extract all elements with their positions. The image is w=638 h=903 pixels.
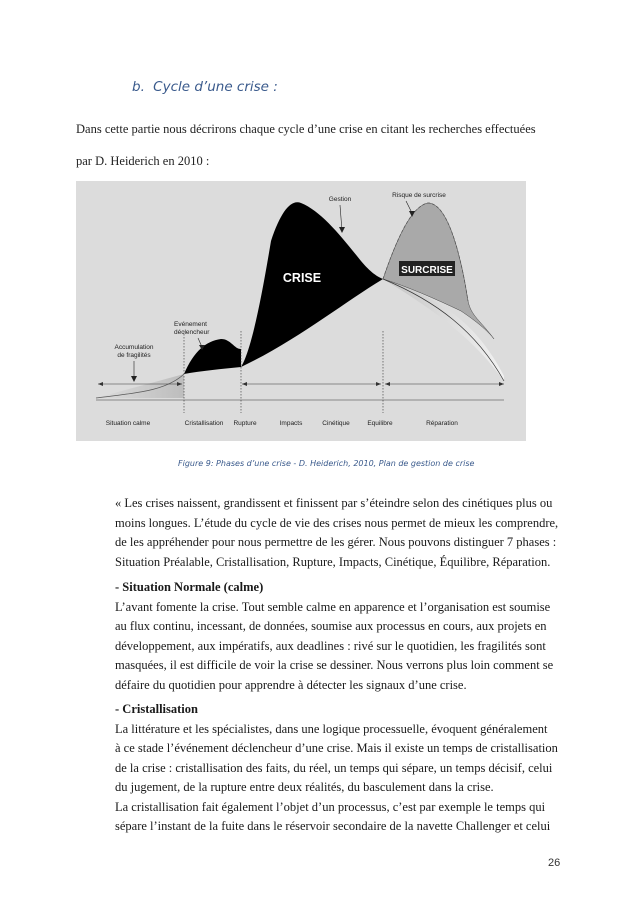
body-line: à ce stade l’événement déclencheur d’une crise. Mais il existe un temps de cristallisation [115, 741, 558, 755]
phase-label: Cinétique [322, 420, 350, 427]
situation-normale-heading: - Situation Normale (calme) [115, 580, 264, 594]
cristallisation-section [115, 700, 563, 837]
body-line: La littérature et les spécialistes, dans une logique processuelle, évoquent généralement [115, 721, 548, 736]
body-line: L’avant fomente la crise. Tout semble calme en apparence et l’organisation est soumise [115, 599, 551, 614]
phase-label: Rupture [233, 420, 257, 427]
body-line: du jugement, de la rupture entre deux réalités, du basculement dans la crise. [115, 780, 494, 794]
crise-label: CRISE [282, 271, 322, 285]
intro-line-1: Dans cette partie nous décrirons chaque cycle d’une crise en citant les recherches effectuées [76, 122, 536, 136]
crisis-cycle-diagram [76, 181, 526, 441]
phase-label: Equilibre [367, 420, 393, 427]
situation-normale-section [115, 578, 563, 695]
accumulation-label-1: Accumulation [114, 344, 154, 351]
body-line: défaire du quotidien pour apprendre à détecter les signaux d’une crise. [115, 677, 467, 692]
quote-line: « Les crises naissent, grandissent et finissent par s’éteindre selon des cinétiques plus ou [115, 496, 553, 510]
page-number: 26 [548, 857, 561, 869]
crisis-cycle-figure [76, 181, 526, 441]
cristallisation-bump [184, 339, 241, 374]
body-line: La cristallisation fait également l’objet d’un processus, c’est par exemple le temps qui [115, 799, 546, 814]
calm-wedge [96, 374, 184, 398]
intro-line-2: par D. Heiderich en 2010 : [76, 154, 210, 168]
phase-label: Situation calme [105, 420, 151, 427]
body-line: masquées, il est difficile de voir la crise se dessiner. Nous verrons plus loin comment se [115, 658, 554, 672]
cristallisation-heading: - Cristallisation [115, 702, 198, 716]
body-line: développement, aux impératifs, aux deadlines : rivé sur le quotidien, les fragilités sont [115, 638, 546, 653]
phase-label: Cristallisation [184, 420, 224, 427]
evenement-label-1: Evénement [174, 321, 207, 328]
body-line: de la crise : cristallisation des faits, du réel, un temps qui sépare, un temps décisif, celui [115, 760, 553, 775]
phase-label: Impacts [279, 420, 303, 427]
risque-label: Risque de surcrise [392, 192, 446, 199]
quote-line: Situation Préalable, Cristallisation, Rupture, Impacts, Cinétique, Équilibre, Réparation. [115, 554, 551, 569]
surcrise-label: SURCRISE [401, 265, 453, 276]
quote-line: de les appréhender pour nous permettre de les gérer. Nous pouvons distinguer 7 phases : [115, 535, 557, 549]
figure-caption: Figure 9: Phases d’une crise - D. Heiderich, 2010, Plan de gestion de crise [178, 459, 475, 468]
section-heading [132, 79, 278, 95]
section-title: Cycle d’une crise : [153, 79, 278, 95]
evenement-label-2: déclencheur [174, 329, 210, 336]
phase-label: Réparation [426, 420, 458, 427]
body-line: sépare l’instant de la fuite dans le réservoir secondaire de la navette Challenger et celui [115, 819, 551, 833]
gestion-label: Gestion [328, 196, 352, 203]
accumulation-label-2: de fragilités [117, 352, 151, 359]
quote-line: moins longues. L’étude du cycle de vie des crises nous permet de mieux les comprendre, [115, 515, 559, 530]
body-line: au flux continu, incessant, de données, soumise aux processus en cours, aux projets en [115, 619, 547, 633]
quote-block [115, 494, 563, 572]
section-label: b. [132, 79, 145, 95]
